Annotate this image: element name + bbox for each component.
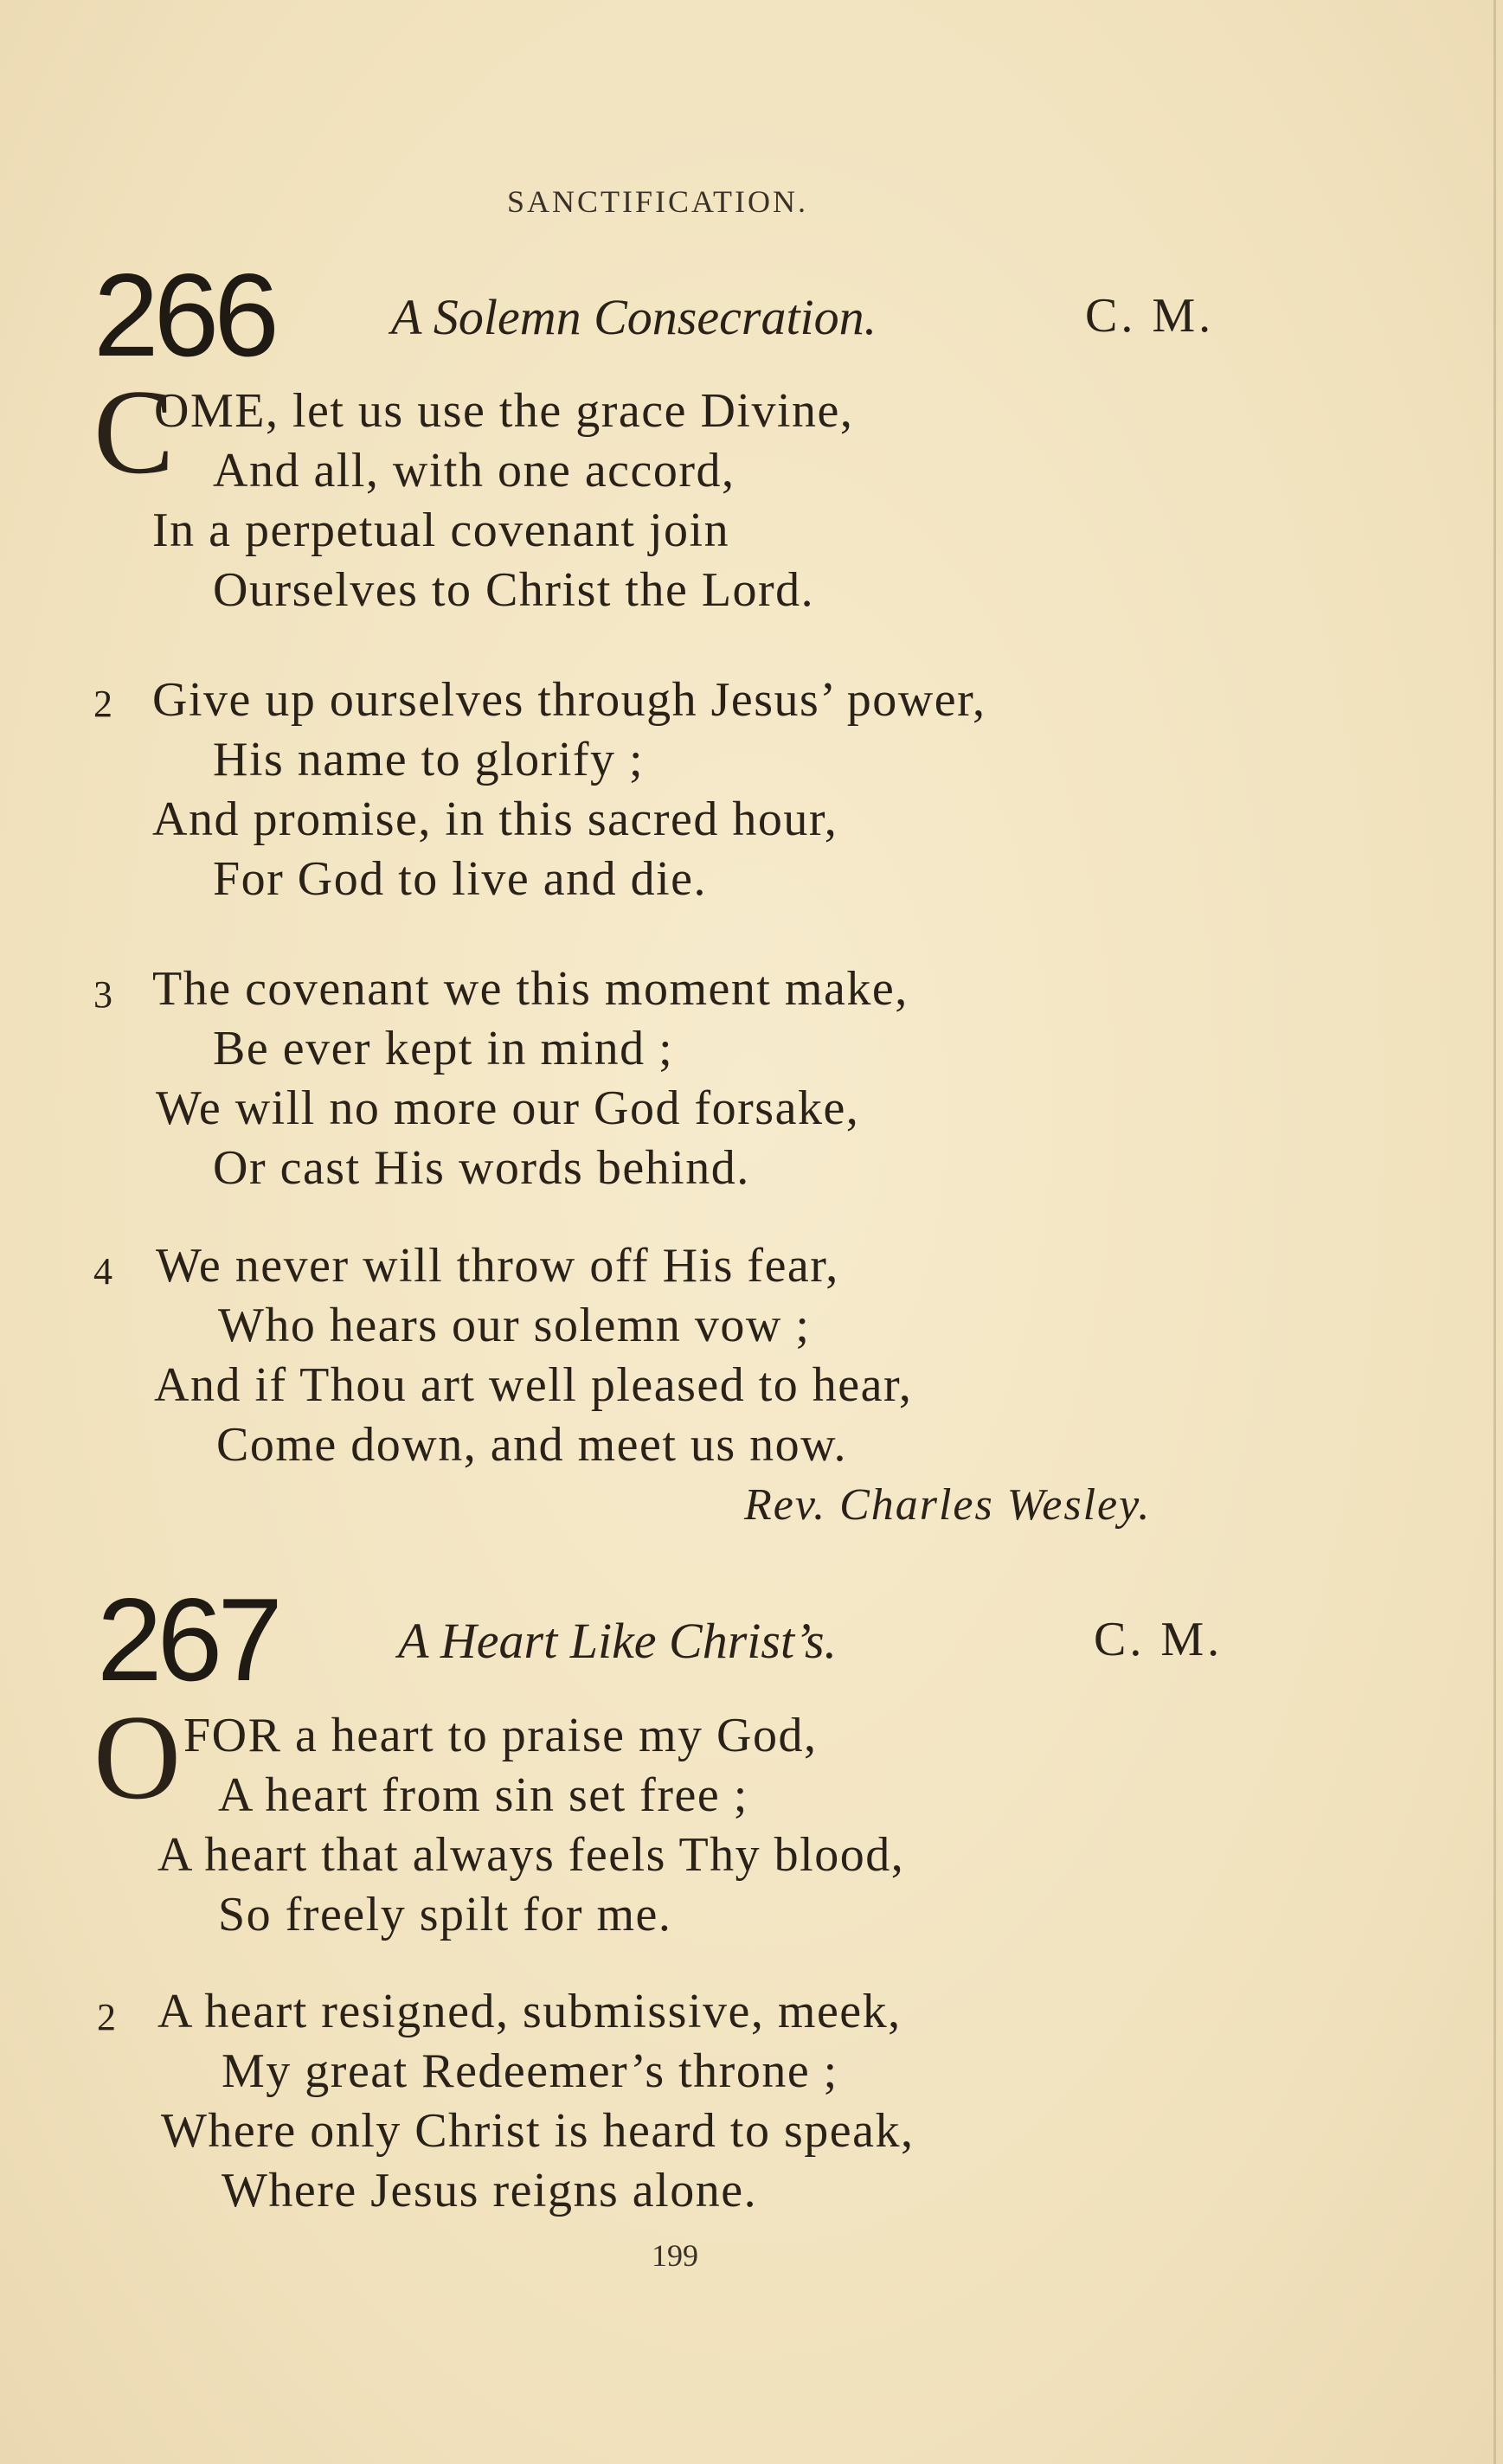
drop-cap: O [93, 1691, 182, 1825]
verse-line: A heart resigned, submissive, meek, [157, 1985, 902, 2038]
page-edge [1493, 0, 1496, 2464]
verse-number: 4 [93, 1250, 112, 1293]
verse-line: Where only Christ is heard to speak, [161, 2104, 915, 2158]
verse-number: 3 [93, 973, 112, 1016]
verse-line: Or cast His words behind. [213, 1141, 750, 1195]
verse-line: In a perpetual covenant join [152, 504, 730, 557]
drop-cap: C [93, 365, 175, 499]
verse-line: Who hears our solemn vow ; [218, 1299, 811, 1352]
verse-line: For God to live and die. [213, 852, 708, 906]
verse-line: We never will throw off His fear, [156, 1239, 839, 1293]
verse-line: The covenant we this moment make, [152, 962, 909, 1016]
verse-line: And promise, in this sacred hour, [152, 792, 838, 846]
verse-line: We will no more our God forsake, [156, 1081, 860, 1135]
verse-line: His name to glorify ; [213, 733, 645, 786]
verse-line: And all, with one accord, [213, 444, 735, 497]
verse-line: A heart that always feels Thy blood, [157, 1828, 905, 1882]
verse-line: Be ever kept in mind ; [213, 1022, 674, 1075]
hymn-meter: C. M. [1085, 289, 1215, 343]
running-header: SANCTIFICATION. [506, 184, 808, 219]
verse-number: 2 [93, 683, 112, 725]
verse-line: Give up ourselves through Jesus’ power, [152, 673, 986, 727]
verse-line: My great Redeemer’s throne ; [222, 2044, 838, 2098]
verse-number: 2 [97, 1996, 116, 2038]
hymn-title: A Solemn Consecration. [391, 289, 877, 345]
verse-line: Ourselves to Christ the Lord. [213, 563, 815, 617]
hymn-author: Rev. Charles Wesley. [744, 1480, 1152, 1530]
verse-line: So freely spilt for me. [218, 1888, 672, 1941]
verse-line: And if Thou art well pleased to hear, [154, 1358, 913, 1412]
hymn-title: A Heart Like Christ’s. [398, 1613, 838, 1669]
verse-line: Come down, and meet us now. [216, 1418, 847, 1472]
verse-line: Where Jesus reigns alone. [222, 2164, 758, 2217]
hymn-number: 267 [97, 1574, 278, 1705]
verse-line: OME, let us use the grace Divine, [154, 384, 854, 438]
verse-line: FOR a heart to praise my God, [183, 1709, 818, 1762]
page-number: 199 [652, 2238, 698, 2273]
hymn-meter: C. M. [1094, 1613, 1224, 1666]
hymn-number: 266 [93, 249, 274, 381]
verse-line: A heart from sin set free ; [218, 1768, 748, 1822]
